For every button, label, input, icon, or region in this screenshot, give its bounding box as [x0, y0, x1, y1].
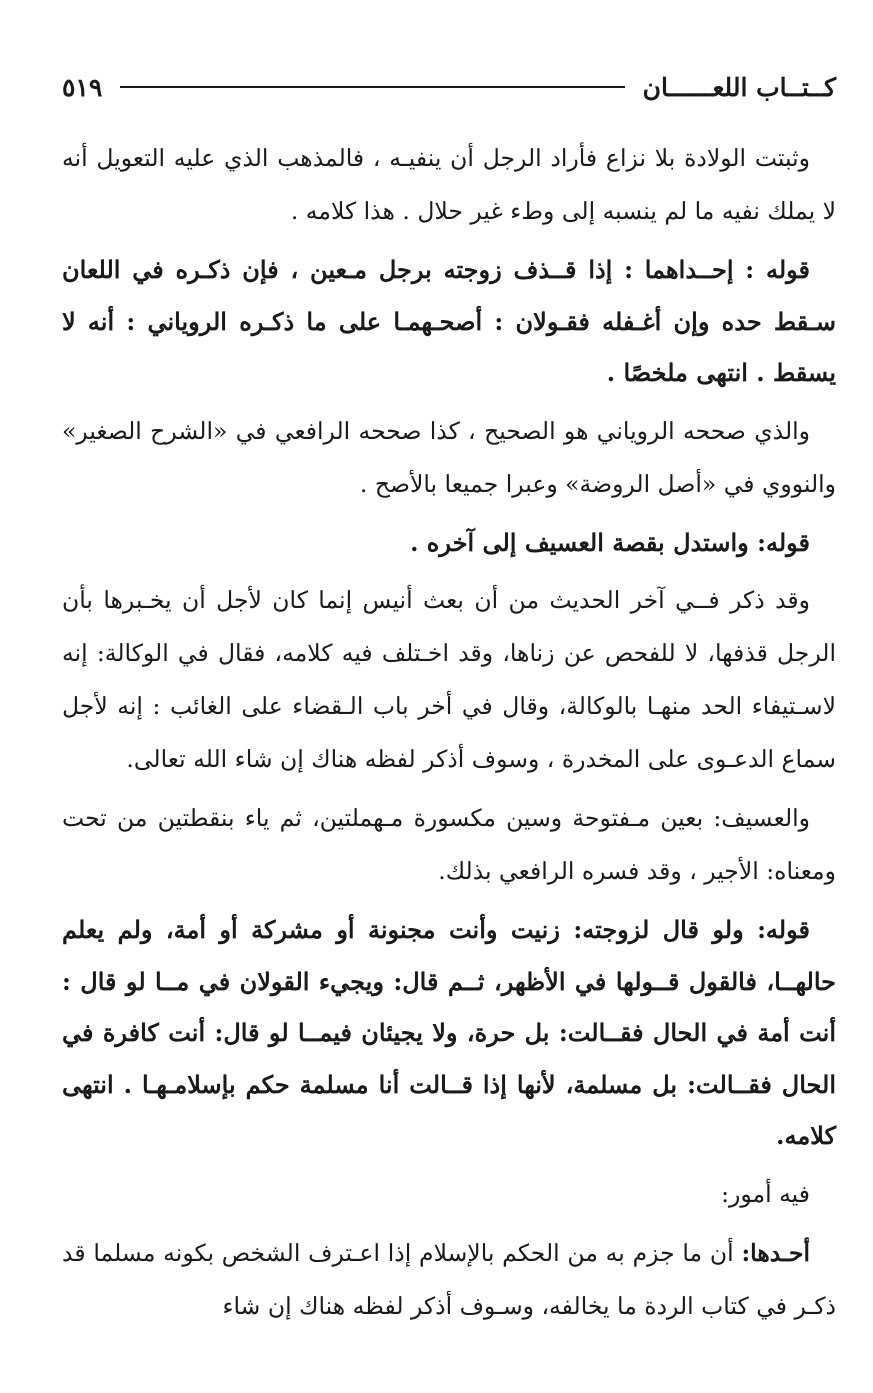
paragraph: والذي صححه الروياني هو الصحيح ، كذا صححه الرافعي في «الشرح الصغير» والنووي في «أصل الروضة» وعبرا جميعا بالأصح .	[62, 416, 836, 498]
header-rule	[120, 86, 624, 88]
quoted-text: قوله: ولو قال لزوجته: زنيت وأنت مجنونة أو مشركة أو أمة، ولم يعلم حالهــا، فالقول قــولها في الأظهر، ثــم قال: ويجيء القولان في مــا لو قال : أنت أمة في الحال فقــالت: بل حرة، ولا يجيئان فيمــا لو قال: أنت كافرة في الحال فقــالت: بل مسلمة، لأنها إذا قــالت أنا مسلمة حكم بإسلامـهـا . انتهى كلامه.	[62, 915, 837, 1150]
paragraph: والعسيف: بعين مـفتوحة وسين مكسورة مـهملتين، ثم ياء بنقطتين من تحت ومعناه: الأجير ، وقد فسره الرافعي بذلك.	[62, 804, 836, 885]
quoted-text: قوله : إحــداهما : إذا قــذف زوجته برجل مـعين ، فإن ذكـره في اللعان سـقط حده وإن أغـفله فقـولان : أصحـهمـا على ما ذكـره الروياني : أنه لا يسقط . انتهى ملخصًا .	[62, 255, 836, 387]
chapter-title: كــتــاب اللعــــــان	[642, 72, 836, 102]
running-header	[62, 60, 836, 114]
paragraph-body: أن ما جزم به من الحكم بالإسلام إذا اعـترف الشخص بكونه مسلما قد ذكـر في كتاب الردة ما يخالفه، وسـوف أذكر لفظه هناك إن شاء	[62, 1238, 836, 1320]
paragraph: فيه أمور:	[721, 1179, 810, 1208]
paragraph: وقد ذكر فــي آخر الحديث من أن بعث أنيس إنما كان لأجل أن يخـبرها بأن الرجل قذفها، لا للفحص عن زناها، وقد اخـتلف فيه كلامه، فقال في الوكالة: إنه لاسـتيفاء الحد منهـا بالوكالة، وقال في أخر باب الـقضاء على الغائب : إنه لأجل سماع الدعـوى على المخدرة ، وسوف أذكر لفظه هناك إن شاء الله تعالى.	[62, 586, 836, 773]
book-page	[62, 60, 836, 1339]
page-number: ٥١٩	[62, 72, 103, 102]
paragraph	[62, 1227, 836, 1333]
quoted-text: قوله: واستدل بقصة العسيف إلى آخره .	[410, 527, 810, 557]
paragraph: وثبتت الولادة بلا نزاع فأراد الرجل أن ينفيـه ، فالمذهب الذي عليه التعويل أنه لا يملك نفيه ما لم ينسبه إلى وطء غير حلال . هذا كلامه .	[62, 144, 836, 225]
paragraph-lead: أحـدها:	[741, 1238, 810, 1267]
